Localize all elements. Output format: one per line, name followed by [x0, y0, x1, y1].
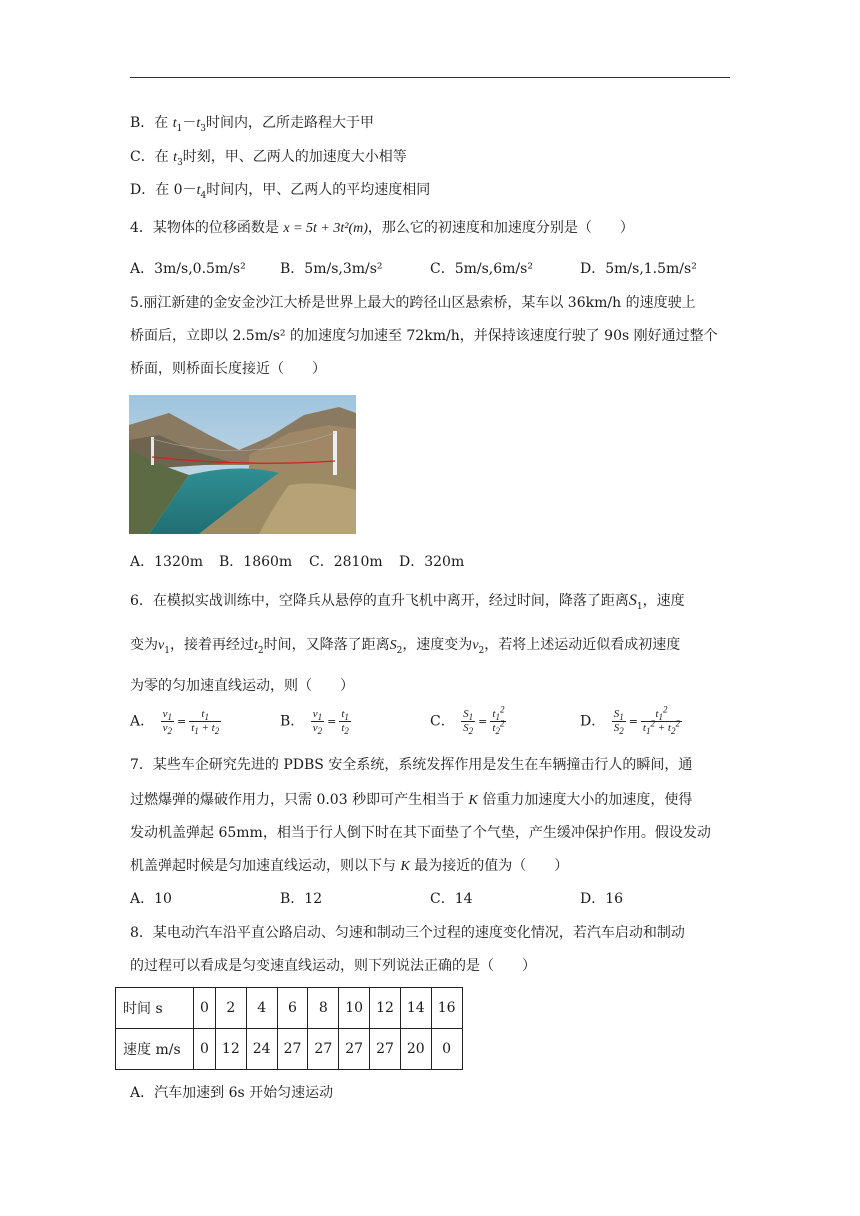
q3-option-b[interactable]: B．在 $t_1-t_3$时间内，乙所走路程大于甲: [130, 115, 374, 134]
q7-line-2: 过燃爆弹的爆破作用力，只需 0.03 秒即可产生相当于 K 倍重力加速度大小的加速度，使得: [130, 792, 693, 808]
table-cell: 0: [194, 988, 216, 1029]
q7-line-4: 机盖弹起时候是匀加速直线运动，则以下与 K 最为接近的值为（ ）: [130, 858, 569, 874]
table-cell: 27: [339, 1029, 370, 1070]
q8-line-2: 的过程可以看成是匀变速直线运动，则下列说法正确的是（ ）: [130, 958, 536, 974]
table-cell: 12: [215, 1029, 246, 1070]
table-row: [116, 1029, 463, 1070]
q4-stem: 4．某物体的位移函数是 x = 5t + 3t²(m)，那么它的初速度和加速度分别是（ ）: [130, 220, 634, 236]
table-row: [116, 988, 463, 1029]
table-cell: 10: [339, 988, 370, 1029]
header-rule: [130, 77, 730, 78]
q6-line-2: 变为$v_1$，接着再经过$t_2$时间，又降落了距离$S_2$，速度变为$v_2$，若将上述运动近似看成初速度: [130, 637, 681, 656]
q8-line-1: 8．某电动汽车沿平直公路启动、匀速和制动三个过程的速度变化情况，若汽车启动和制动: [130, 925, 685, 941]
q7-option-c[interactable]: C．14: [430, 891, 473, 907]
q7-option-b[interactable]: B．12: [280, 891, 323, 907]
q7-option-a[interactable]: A．10: [130, 891, 172, 907]
table-cell: 0: [194, 1029, 216, 1070]
q5-line-2: 桥面后，立即以 2.5m/s² 的加速度匀加速至 72km/h，并保持该速度行驶了 90s 刚好通过整个: [130, 328, 718, 344]
q6-option-a[interactable]: A． $\frac{v_1}{v_2}$ = $\frac{t_1}{t_1 + t_2}$: [130, 708, 220, 737]
table-cell: 6: [277, 988, 308, 1029]
q6-option-c[interactable]: C． $\frac{S_1}{S_2}$ = $\frac{t_1^2}{t_2^2}$: [430, 704, 505, 737]
table-cell: 27: [277, 1029, 308, 1070]
table-cell: 8: [308, 988, 339, 1029]
q7-line-1: 7．某些车企研究先进的 PDBS 安全系统，系统发挥作用是发生在车辆撞击行人的瞬间，通: [130, 757, 693, 773]
bridge-photo: [129, 395, 356, 534]
q3-option-c[interactable]: C．在 $t_3$时刻，甲、乙两人的加速度大小相等: [130, 149, 407, 168]
q5-line-3: 桥面，则桥面长度接近（ ）: [130, 361, 326, 377]
table-row-header-time: 时间 s: [116, 988, 194, 1029]
q3-option-d[interactable]: D．在 $0-t_4$时间内，甲、乙两人的平均速度相同: [130, 182, 431, 201]
q7-line-3: 发动机盖弹起 65mm，相当于行人倒下时在其下面垫了个气垫，产生缓冲保护作用。假设发动: [130, 825, 711, 841]
table-row-header-speed: 速度 m/s: [116, 1029, 194, 1070]
table-cell: 4: [246, 988, 277, 1029]
table-cell: 24: [246, 1029, 277, 1070]
table-cell: 2: [215, 988, 246, 1029]
q4-formula: x = 5t + 3t²(m): [283, 221, 368, 236]
q6-option-d[interactable]: D． $\frac{S_1}{S_2}$ = $\frac{t_1^2}{t_1^2 + t_2^2}$: [580, 704, 680, 737]
table-cell: 16: [431, 988, 462, 1029]
q6-line-1: 6．在模拟实战训练中，空降兵从悬停的直升飞机中离开，经过时间，降落了距离$S_1$，速度: [130, 592, 685, 612]
q5-option-b[interactable]: B．1860m: [219, 554, 293, 570]
table-cell: 0: [431, 1029, 462, 1070]
q4-option-c[interactable]: C．5m/s,6m/s²: [430, 261, 533, 277]
q6-line-3: 为零的匀加速直线运动，则（ ）: [130, 678, 354, 694]
q5-option-a[interactable]: A．1320m: [130, 554, 204, 570]
q4-option-a[interactable]: A．3m/s,0.5m/s²: [130, 261, 246, 277]
q7-option-d[interactable]: D．16: [580, 891, 624, 907]
table-cell: 27: [370, 1029, 401, 1070]
speed-time-table: [115, 987, 463, 1070]
table-cell: 12: [370, 988, 401, 1029]
q6-option-b[interactable]: B． $\frac{v_1}{v_2}$ = $\frac{t_1}{t_2}$: [280, 708, 349, 737]
q4-option-d[interactable]: D．5m/s,1.5m/s²: [580, 261, 697, 277]
table-cell: 14: [400, 988, 431, 1029]
table-cell: 20: [400, 1029, 431, 1070]
table-cell: 27: [308, 1029, 339, 1070]
q4-option-b[interactable]: B．5m/s,3m/s²: [280, 261, 383, 277]
q5-option-c[interactable]: C．2810m: [309, 554, 383, 570]
q5-option-d[interactable]: D．320m: [399, 554, 465, 570]
q8-option-a[interactable]: A．汽车加速到 6s 开始匀速运动: [130, 1085, 334, 1101]
q5-line-1: 5.丽江新建的金安金沙江大桥是世界上最大的跨径山区悬索桥，某车以 36km/h 的速度驶上: [130, 295, 696, 311]
